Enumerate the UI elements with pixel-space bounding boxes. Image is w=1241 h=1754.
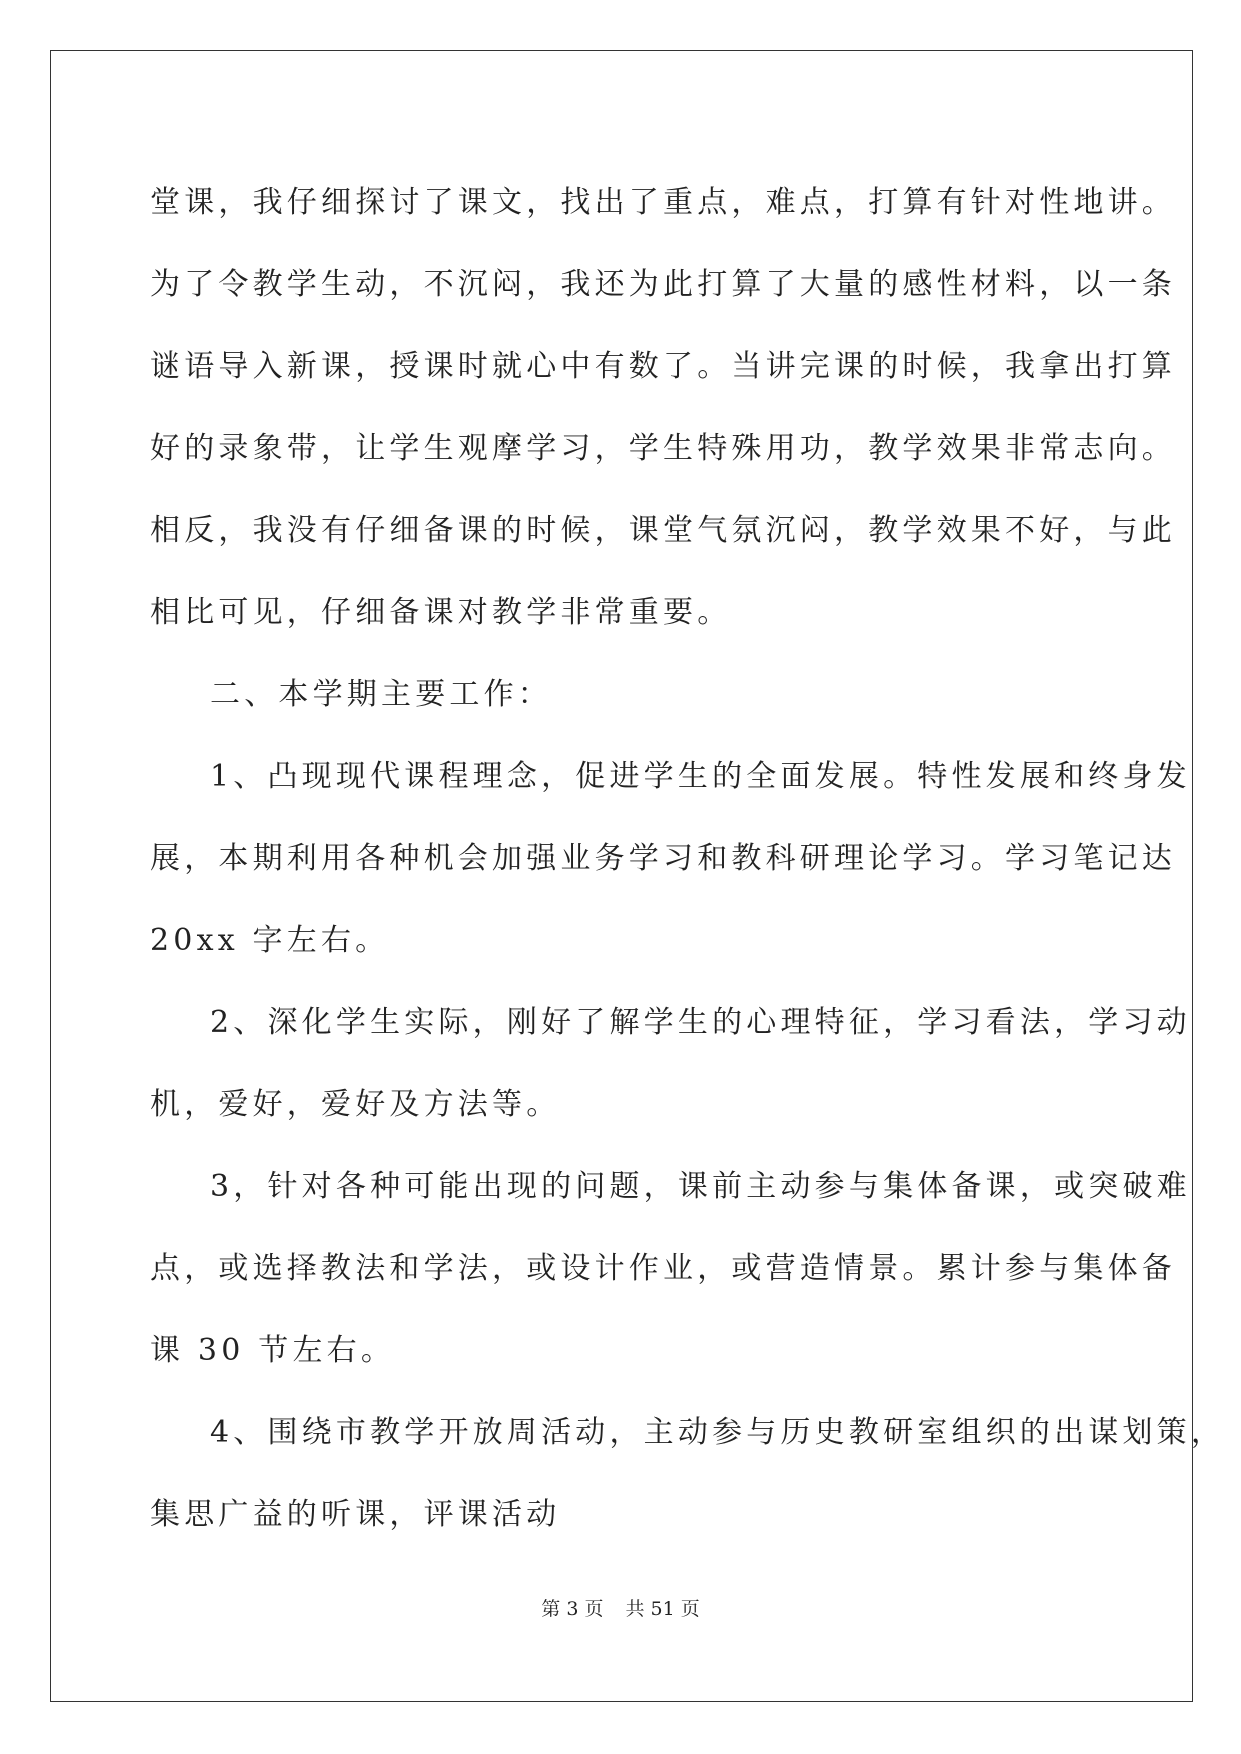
text-line-3: 谜语导入新课，授课时就心中有数了。当讲完课的时候，我拿出打算 xyxy=(150,349,1176,384)
text-line-15: 课 30 节左右。 xyxy=(150,1333,396,1368)
text-line-2: 为了令教学生动，不沉闷，我还为此打算了大量的感性材料，以一条 xyxy=(150,267,1176,302)
text-line-9: 展，本期利用各种机会加强业务学习和教科研理论学习。学习笔记达 xyxy=(150,841,1176,876)
text-line-14: 点，或选择教法和学法，或设计作业，或营造情景。累计参与集体备 xyxy=(150,1251,1176,1286)
text-line-10: 20xx 字左右。 xyxy=(150,923,390,958)
text-line-13: 3，针对各种可能出现的问题，课前主动参与集体备课，或突破难 xyxy=(210,1169,1191,1204)
text-line-6: 相比可见，仔细备课对教学非常重要。 xyxy=(150,595,732,630)
page-total: 共 51 页 xyxy=(625,1598,700,1620)
section-heading: 二、本学期主要工作： xyxy=(210,677,552,712)
page-number: 第 3 页 xyxy=(541,1598,604,1620)
text-line-8: 1、凸现现代课程理念，促进学生的全面发展。特性发展和终身发 xyxy=(210,759,1191,794)
text-line-5: 相反，我没有仔细备课的时候，课堂气氛沉闷，教学效果不好，与此 xyxy=(150,513,1176,548)
document-body xyxy=(150,162,1226,1556)
text-line-11: 2、深化学生实际，刚好了解学生的心理特征，学习看法，学习动 xyxy=(210,1005,1191,1040)
text-line-17: 集思广益的听课，评课活动 xyxy=(150,1497,561,1532)
text-line-1: 堂课，我仔细探讨了课文，找出了重点，难点，打算有针对性地讲。 xyxy=(150,185,1176,220)
text-line-4: 好的录象带，让学生观摩学习，学生特殊用功，教学效果非常志向。 xyxy=(150,431,1176,466)
text-line-16: 4、围绕市教学开放周活动，主动参与历史教研室组织的出谋划策， xyxy=(210,1415,1226,1450)
page-footer xyxy=(0,1594,1241,1621)
text-line-12: 机，爱好，爱好及方法等。 xyxy=(150,1087,561,1122)
